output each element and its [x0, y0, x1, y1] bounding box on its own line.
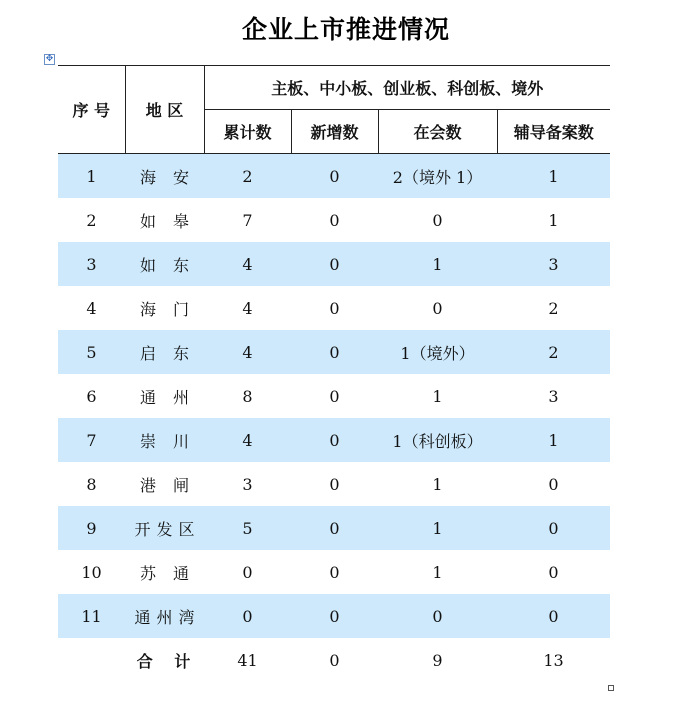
cell-seq: 11: [58, 594, 125, 638]
total-cell-tutoring: 13: [543, 650, 564, 670]
cell-in-review: 2（境外 1）: [378, 154, 497, 199]
total-cell-seq: [58, 638, 125, 682]
cell-tutoring: 1: [497, 154, 610, 199]
total-cell-in-review: 9: [432, 650, 443, 670]
cell-region: 海 门: [139, 299, 196, 319]
cell-cumulative: 5: [204, 506, 291, 550]
cell-in-review: 0: [432, 210, 443, 230]
cell-cumulative: 3: [242, 474, 253, 494]
table-row: [58, 242, 610, 286]
cell-cumulative: 4: [242, 298, 253, 318]
cell-in-review: 0: [432, 298, 443, 318]
header-in-review: 在会数: [378, 110, 497, 154]
cell-tutoring: 1: [497, 418, 610, 462]
table-row: [58, 330, 610, 374]
cell-tutoring: 0: [548, 474, 559, 494]
cell-in-review: 1（境外）: [378, 330, 497, 374]
table-row: [58, 198, 610, 242]
cell-tutoring: 3: [497, 242, 610, 286]
cell-new: 0: [291, 330, 378, 374]
cell-new: 0: [291, 242, 378, 286]
cell-in-review: 1: [378, 506, 497, 550]
cell-cumulative: 0: [242, 562, 253, 582]
cell-seq: 3: [58, 242, 125, 286]
cell-region: 港 闸: [139, 475, 196, 495]
cell-seq: 7: [58, 418, 125, 462]
cell-region: 启 东: [125, 330, 204, 374]
cell-new: 0: [291, 418, 378, 462]
table-row: [58, 374, 610, 418]
cell-region: 崇 川: [125, 418, 204, 462]
cell-cumulative: 7: [242, 210, 253, 230]
cell-region: 通 州: [139, 387, 196, 407]
header-seq: 序 号: [58, 66, 125, 154]
cell-tutoring: 0: [548, 562, 559, 582]
total-row: [58, 638, 610, 682]
cell-in-review: 1（科创板）: [378, 418, 497, 462]
cell-seq: 4: [86, 298, 97, 318]
cell-in-review: 1: [432, 474, 443, 494]
cell-cumulative: 4: [204, 418, 291, 462]
cell-tutoring: 2: [497, 330, 610, 374]
header-tutoring: 辅导备案数: [497, 110, 610, 154]
cell-seq: 2: [86, 210, 97, 230]
cell-new: 0: [329, 474, 340, 494]
header-board-group: 主板、中小板、创业板、科创板、境外: [204, 66, 610, 110]
cell-seq: 10: [81, 562, 102, 582]
listing-progress-table: [58, 65, 610, 682]
cell-in-review: 1: [378, 242, 497, 286]
cell-region: 如 皋: [139, 211, 196, 231]
page-title: 企业上市推进情况: [241, 15, 450, 44]
table-row: [58, 594, 610, 638]
cell-seq: 1: [58, 154, 125, 199]
cell-region: 海 安: [125, 154, 204, 199]
table-row: [58, 418, 610, 462]
total-cell-region: 合 计: [136, 651, 199, 671]
cell-region: 苏 通: [139, 563, 196, 583]
header-new: 新增数: [291, 110, 378, 154]
cell-tutoring: 0: [497, 506, 610, 550]
cell-seq: 6: [86, 386, 97, 406]
cell-new: 0: [329, 386, 340, 406]
cell-new: 0: [329, 210, 340, 230]
cell-cumulative: 8: [242, 386, 253, 406]
cell-in-review: 1: [432, 386, 443, 406]
cell-region: 通州湾: [125, 594, 204, 638]
cell-new: 0: [291, 594, 378, 638]
header-region: 地 区: [125, 66, 204, 154]
cell-new: 0: [329, 562, 340, 582]
table-row: [58, 550, 610, 594]
table-resize-handle-icon[interactable]: [608, 685, 614, 691]
cell-new: 0: [329, 298, 340, 318]
cell-tutoring: 1: [548, 210, 559, 230]
cell-cumulative: 2: [204, 154, 291, 199]
cell-cumulative: 0: [204, 594, 291, 638]
cell-seq: 5: [58, 330, 125, 374]
cell-cumulative: 4: [204, 242, 291, 286]
cell-new: 0: [291, 506, 378, 550]
cell-tutoring: 2: [548, 298, 559, 318]
table-row: [58, 506, 610, 550]
total-cell-new: 0: [329, 650, 340, 670]
cell-in-review: 0: [378, 594, 497, 638]
cell-cumulative: 4: [204, 330, 291, 374]
header-cumulative: 累计数: [204, 110, 291, 154]
cell-region: 开发区: [125, 506, 204, 550]
table-move-handle-icon[interactable]: ✥: [45, 54, 54, 64]
cell-in-review: 1: [432, 562, 443, 582]
cell-tutoring: 3: [548, 386, 559, 406]
table-row: [58, 286, 610, 330]
cell-region: 如 东: [125, 242, 204, 286]
cell-new: 0: [291, 154, 378, 199]
total-cell-cumulative: 41: [237, 650, 258, 670]
cell-seq: 8: [86, 474, 97, 494]
cell-seq: 9: [58, 506, 125, 550]
table-row: [58, 462, 610, 506]
table-row: [58, 154, 610, 199]
cell-tutoring: 0: [497, 594, 610, 638]
